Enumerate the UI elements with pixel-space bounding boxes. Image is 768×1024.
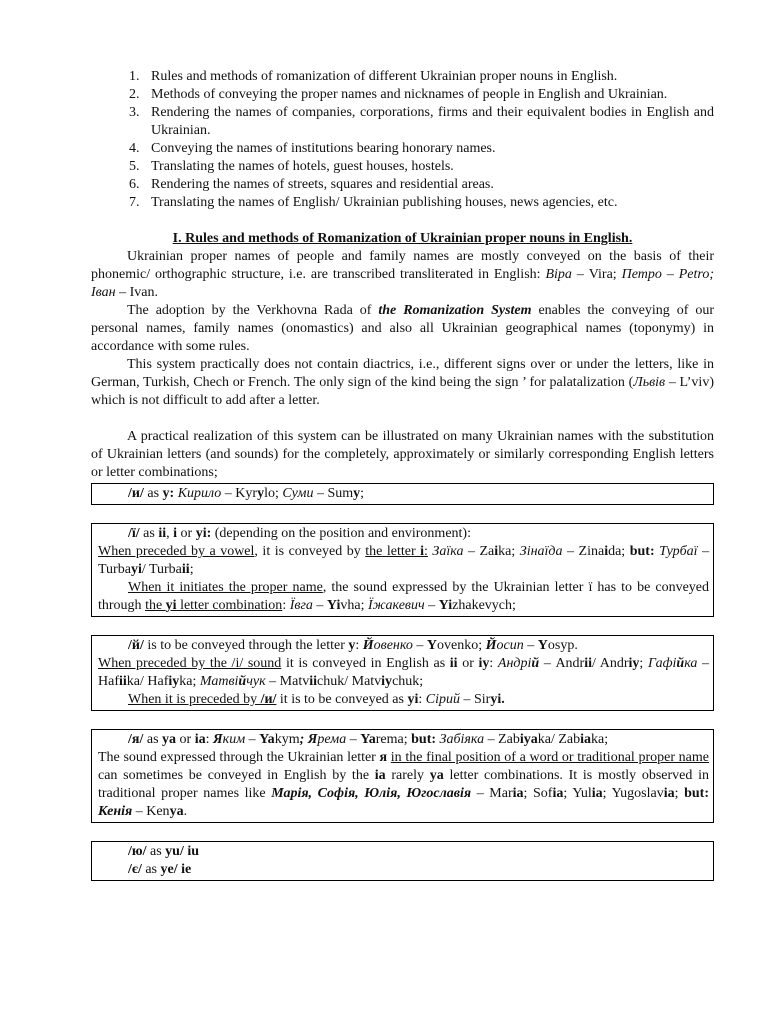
rule-box-yi <box>91 523 714 617</box>
box-line <box>98 691 709 709</box>
text-run: Матві <box>199 674 239 689</box>
box-line <box>98 485 709 503</box>
text-run: can sometimes be conveyed in English by the <box>98 768 375 783</box>
text-run: i <box>173 526 178 541</box>
text-run: the <box>145 598 166 613</box>
text-run: Їжакевич <box>368 598 425 613</box>
text-run: , <box>166 526 174 541</box>
text-run: , the sound expressed by the Ukrainian letter ї has to be conveyed through <box>98 580 710 613</box>
text-run: Суми <box>282 486 314 501</box>
text-run: yi <box>407 692 419 707</box>
text-run: rema; <box>375 732 412 747</box>
text-run: ya <box>169 804 184 819</box>
text-run: : <box>418 692 426 707</box>
paragraph-romanization-system <box>91 302 714 356</box>
text-run: Сірий <box>425 692 460 707</box>
text-run: : <box>205 732 213 747</box>
text-run: : <box>355 638 363 653</box>
rule-box-ya <box>91 729 714 823</box>
text-run: y <box>353 486 361 501</box>
text-run: Львів <box>633 375 666 390</box>
text-run: (depending on the position and environment): <box>211 526 471 541</box>
text-run: letter combinations. It is mostly observed in traditional proper names like <box>98 768 709 801</box>
text-run: – Kyr <box>221 486 258 501</box>
text-run: y <box>257 486 265 501</box>
text-run: enables the conveying of our personal names, family names (onomastics) and also all Ukrainian geographical names (toponymy) in accordance with some rules. <box>91 303 715 354</box>
text-run: – L’viv) which is not difficult to add after a letter. <box>91 375 714 408</box>
text-run: ; <box>189 562 194 577</box>
text-run: чук <box>246 674 266 689</box>
list-item <box>91 86 714 104</box>
text-run: ka/ Haf <box>126 674 169 689</box>
text-run: – Zab <box>484 732 520 747</box>
text-run: /и/ <box>128 486 144 501</box>
text-run: Турбаї <box>659 544 698 559</box>
text-run: ya <box>429 768 444 783</box>
text-run: : <box>282 598 290 613</box>
text-run: /и/ <box>260 692 277 707</box>
text-run: Андрі <box>497 656 532 671</box>
list-item <box>91 176 714 194</box>
text-run: – Ivan. <box>115 285 158 300</box>
item-number: 6. <box>129 177 140 192</box>
text-run: or <box>457 656 479 671</box>
text-run: ia <box>552 786 564 801</box>
text-run: ya <box>162 732 177 747</box>
item-number: 2. <box>129 87 140 102</box>
box-line <box>98 749 709 821</box>
list-item <box>91 68 714 86</box>
text-run: – Vira; <box>571 267 622 282</box>
text-run: but: <box>684 786 710 801</box>
text-run: iya <box>519 732 538 747</box>
text-run: . <box>183 804 188 819</box>
box-line <box>98 543 709 579</box>
section-heading: I. Rules and methods of Romanization of Ukrainian proper nouns in English. <box>172 231 633 246</box>
box-line <box>98 637 709 655</box>
text-run: Петро – Petro; Іван <box>91 267 714 300</box>
text-run: y: <box>162 486 175 501</box>
text-run: ; Я <box>299 732 318 747</box>
text-run: i <box>604 544 609 559</box>
text-run: When preceded by the /і/ sound <box>98 656 282 671</box>
text-run: chuk; <box>392 674 424 689</box>
text-run: ; <box>639 656 648 671</box>
text-run: kym <box>274 732 300 747</box>
item-text: Translating the names of English/ Ukrainian publishing houses, news agencies, etc. <box>151 195 618 210</box>
text-run: as <box>146 844 166 859</box>
item-text: Rendering the names of companies, corporations, firms and their equivalent bodies in English and Ukrainian. <box>151 105 714 138</box>
rule-box-yu-ye <box>91 841 714 881</box>
rule-box-y-short <box>91 635 714 711</box>
text-run: ка <box>684 656 698 671</box>
text-run: Й <box>485 638 497 653</box>
text-run: Й <box>362 638 374 653</box>
text-run: Yi <box>438 598 453 613</box>
item-text: Conveying the names of institutions bearing honorary names. <box>151 141 496 156</box>
text-run: Марія, Софія, Юлія, Югославія <box>271 786 472 801</box>
text-run: as <box>143 732 163 747</box>
text-run: : <box>424 544 428 559</box>
text-run: ka; <box>591 732 609 747</box>
text-run: Ukrainian proper names of people and family names are mostly conveyed on the basis of their phonemic/ orthographic structure, i.e. are transcribed transliterated in English: <box>91 249 714 282</box>
rule-box-y <box>91 483 714 505</box>
item-text: Methods of conveying the proper names and nicknames of people in English and Ukrainian. <box>151 87 668 102</box>
topics-list <box>91 68 714 212</box>
text-run: Ївга <box>289 598 313 613</box>
text-run: yi <box>165 598 177 613</box>
text-run: Віра <box>545 267 572 282</box>
text-run: й <box>676 656 685 671</box>
text-run: y <box>348 638 356 653</box>
text-run: – Matv <box>265 674 310 689</box>
text-run: Забіяка <box>439 732 485 747</box>
text-run: – <box>412 638 427 653</box>
text-run: iy <box>478 656 490 671</box>
text-run: – <box>312 598 327 613</box>
text-run: Yi <box>326 598 341 613</box>
text-run: й <box>531 656 540 671</box>
text-run: я <box>379 750 388 765</box>
text-run: – Sir <box>459 692 491 707</box>
text-run: as <box>141 862 161 877</box>
text-run: the letter <box>365 544 421 559</box>
text-run: or <box>177 526 196 541</box>
text-run: When it is preceded by <box>128 692 261 707</box>
text-run: / Andr <box>592 656 629 671</box>
text-run: осип <box>496 638 524 653</box>
list-item <box>91 140 714 158</box>
text-run: – Mar <box>471 786 513 801</box>
text-run: овенко <box>373 638 413 653</box>
text-run: The sound expressed through the Ukrainian letter <box>98 750 380 765</box>
list-item <box>91 194 714 212</box>
text-run: ; Sof <box>523 786 553 801</box>
text-run: ia <box>591 786 603 801</box>
text-run: i <box>494 544 499 559</box>
spacer <box>91 410 714 428</box>
text-run: but: <box>411 732 437 747</box>
text-run: – Haf <box>98 656 710 689</box>
text-run: Зінаїда <box>519 544 563 559</box>
text-run: ia <box>512 786 524 801</box>
text-run: yi. <box>490 692 505 707</box>
item-number: 4. <box>129 141 140 156</box>
text-run: as <box>143 486 163 501</box>
text-run: Кирило <box>177 486 222 501</box>
item-number: 5. <box>129 159 140 174</box>
text-run: /я/ <box>128 732 144 747</box>
text-run: й <box>238 674 247 689</box>
text-run: Y <box>537 638 548 653</box>
text-run: ; Yul <box>563 786 592 801</box>
text-run: osyp. <box>547 638 578 653</box>
text-run: ii <box>449 656 458 671</box>
text-run: ka; <box>498 544 520 559</box>
box-line <box>98 861 709 879</box>
text-run: The adoption by the Verkhovna Rada of <box>127 303 379 318</box>
text-run: / Turba <box>141 562 182 577</box>
text-run: iy <box>628 656 640 671</box>
box-line <box>98 843 709 861</box>
text-run: rarely <box>385 768 430 783</box>
text-run: /є/ <box>128 862 142 877</box>
item-text: Translating the names of hotels, guest houses, hostels. <box>151 159 454 174</box>
text-run: Я <box>212 732 223 747</box>
text-run: – <box>424 598 439 613</box>
text-run: ii <box>158 526 167 541</box>
text-run: Гафі <box>647 656 677 671</box>
text-run: /ю/ <box>128 844 147 859</box>
text-run: This system practically does not contain diactrics, i.e., different signs over or under the letters, like in German, Turkish, Chech or French. The only sign of the kind being the sign ’ for palatalization ( <box>91 357 714 390</box>
text-run: – Turba <box>98 544 710 577</box>
item-number: 1. <box>129 69 140 84</box>
text-run: yi <box>130 562 142 577</box>
text-run: ким <box>222 732 246 747</box>
text-run: – Zina <box>562 544 605 559</box>
text-run: , it is conveyed by <box>254 544 366 559</box>
text-run: iy <box>168 674 180 689</box>
text-run: or <box>176 732 195 747</box>
text-run: Y <box>426 638 438 653</box>
box-line <box>98 655 709 691</box>
text-run: ia <box>663 786 675 801</box>
text-run: iy <box>381 674 393 689</box>
paragraph-practical-realization <box>91 428 714 482</box>
text-run: da; <box>608 544 630 559</box>
text-run: Ya <box>360 732 376 747</box>
text-run: lo; <box>264 486 283 501</box>
text-run: ka/ Zab <box>537 732 581 747</box>
item-text: Rules and methods of romanization of different Ukrainian proper nouns in English. <box>151 69 618 84</box>
document-page <box>91 68 714 881</box>
box-line <box>98 731 709 749</box>
text-run: yi: <box>195 526 212 541</box>
text-run: – Andr <box>539 656 585 671</box>
text-run: /й/ <box>128 638 144 653</box>
text-run: A practical realization of this system can be illustrated on many Ukrainian names with the substitution of Ukrainian letters (and sounds) for the completely, approximately or similarly corresponding English letters or letter combinations; <box>91 429 714 480</box>
text-run: – <box>523 638 538 653</box>
text-run: Кенія <box>98 804 133 819</box>
text-run: Ya <box>259 732 275 747</box>
text-run: Заїка <box>432 544 464 559</box>
text-run: ; <box>674 786 685 801</box>
text-run: ii <box>309 674 318 689</box>
text-run: : <box>489 656 498 671</box>
item-number: 7. <box>129 195 140 210</box>
text-run: – <box>245 732 260 747</box>
text-run: ; <box>360 486 365 501</box>
text-run: it is conveyed in English as <box>281 656 450 671</box>
box-line <box>98 525 709 543</box>
text-run: рема <box>317 732 347 747</box>
box-line <box>98 579 709 615</box>
text-run: vha; <box>340 598 368 613</box>
text-run: the Romanization System <box>378 303 532 318</box>
text-run: When preceded by a vowel <box>98 544 255 559</box>
text-run: ia <box>580 732 592 747</box>
text-run: yu/ iu <box>165 844 200 859</box>
text-run: ia <box>194 732 206 747</box>
text-run: ka; <box>179 674 200 689</box>
text-run: i <box>420 544 425 559</box>
text-run: ii <box>584 656 592 671</box>
text-run: chuk/ Matv <box>317 674 382 689</box>
text-run: zhakevych; <box>452 598 516 613</box>
text-run: but: <box>629 544 655 559</box>
text-run: it is to be conveyed as <box>276 692 408 707</box>
text-run: ia <box>374 768 386 783</box>
list-item <box>91 158 714 176</box>
paragraph-proper-names <box>91 248 714 302</box>
text-run: letter combination <box>176 598 283 613</box>
text-run: – Ken <box>132 804 170 819</box>
item-text: Rendering the names of streets, squares and residential areas. <box>151 177 494 192</box>
text-run: – Sum <box>313 486 354 501</box>
text-run: ; Yugoslav <box>602 786 664 801</box>
text-run: is to be conveyed through the letter <box>143 638 349 653</box>
text-run: When it initiates the proper name <box>128 580 323 595</box>
text-run: ii <box>181 562 190 577</box>
text-run: – Za <box>463 544 495 559</box>
paragraph-diacritics <box>91 356 714 410</box>
text-run: ii <box>119 674 127 689</box>
item-number: 3. <box>129 105 140 120</box>
text-run: as <box>139 526 159 541</box>
text-run: in the final position of a word or traditional proper name <box>390 750 710 765</box>
text-run: – <box>346 732 361 747</box>
list-item <box>91 104 714 140</box>
text-run: /ї/ <box>128 526 140 541</box>
text-run: ye/ ie <box>160 862 192 877</box>
text-run: ovenko; <box>437 638 486 653</box>
